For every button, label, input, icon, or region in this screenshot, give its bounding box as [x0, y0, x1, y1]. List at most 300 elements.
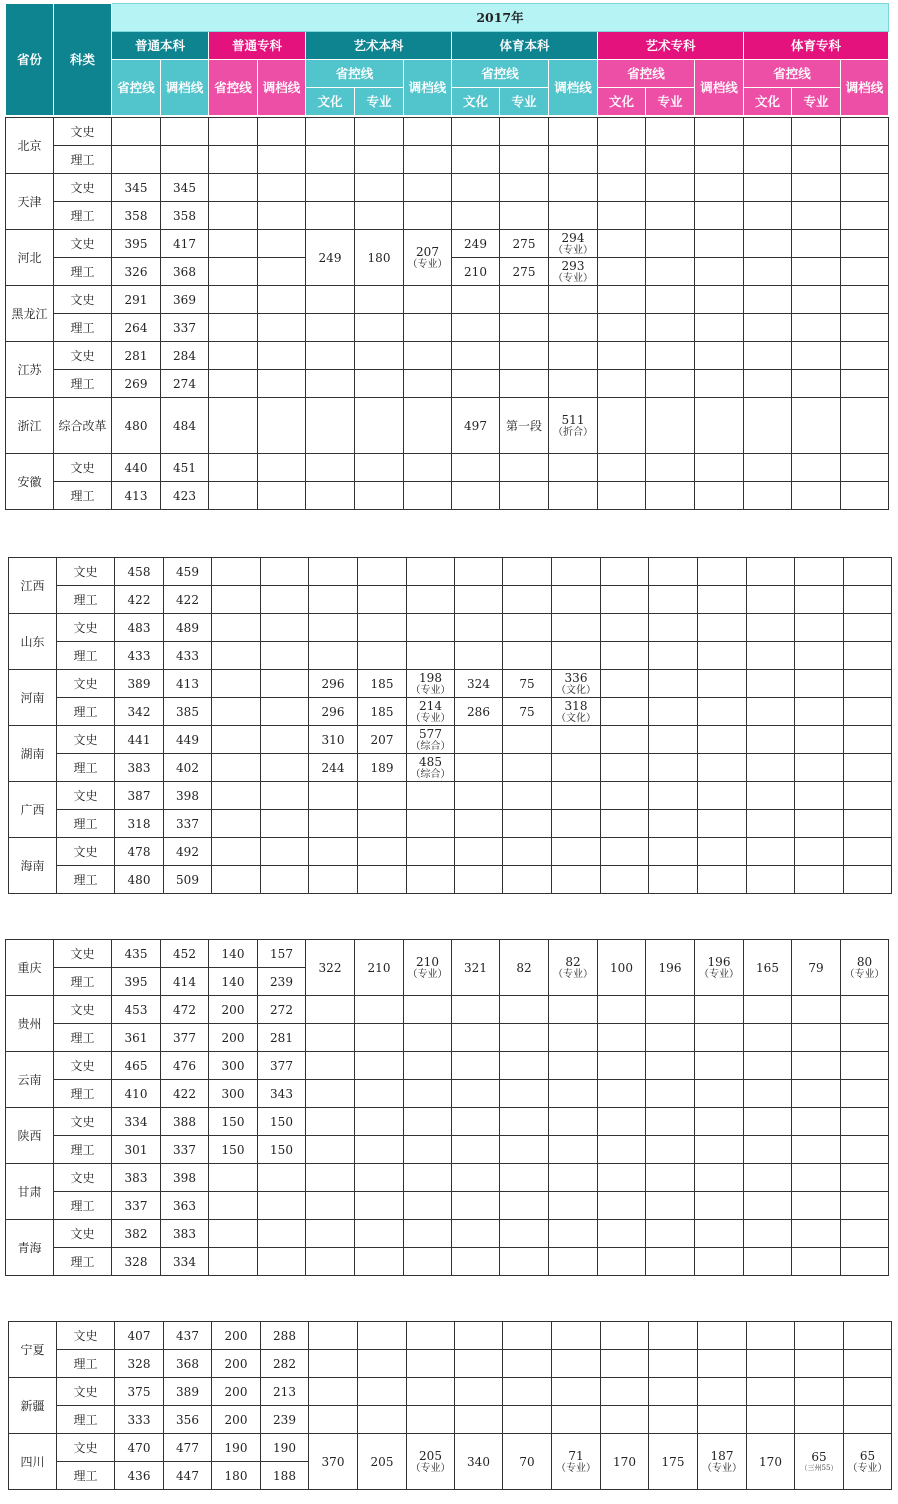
table-row: [6, 146, 889, 174]
score-cell: 310: [309, 726, 358, 754]
score-value: 65: [811, 1450, 827, 1464]
score-cell: 398: [161, 1164, 209, 1192]
table-row: [6, 286, 889, 314]
table-row: [9, 698, 892, 726]
group-header-pubk: 普通本科: [112, 32, 209, 60]
table-row: [6, 342, 889, 370]
table-row: [6, 482, 889, 510]
score-cell: 190: [261, 1434, 309, 1462]
score-cell: 322: [306, 940, 355, 996]
score-value: 294: [561, 230, 585, 245]
category-cell: 理工: [57, 1406, 115, 1434]
score-cell: 459: [164, 558, 212, 586]
score-cell: 369: [161, 286, 209, 314]
category-cell: 文史: [57, 1434, 115, 1462]
score-cell: 417: [161, 230, 209, 258]
score-cell: 484: [161, 398, 209, 454]
score-cell: 175: [649, 1434, 698, 1490]
category-cell: 文史: [54, 454, 112, 482]
score-cell: 318: [115, 810, 164, 838]
score-cell: 449: [164, 726, 212, 754]
tyzk-control-header: 省控线: [744, 60, 841, 88]
score-value: 485: [419, 754, 442, 769]
table-row: [9, 810, 892, 838]
table-row: [9, 838, 892, 866]
score-cell: 470: [115, 1434, 164, 1462]
score-cell: 190: [212, 1434, 261, 1462]
category-cell: 文史: [57, 670, 115, 698]
table-row: [9, 642, 892, 670]
category-cell: 理工: [54, 482, 112, 510]
score-cell: 478: [115, 838, 164, 866]
score-cell: 337: [112, 1192, 161, 1220]
group-header-ysbk: 艺术本科: [306, 32, 452, 60]
table-row: [9, 1322, 892, 1350]
score-note: （专业）: [553, 244, 593, 256]
score-cell: 345: [112, 174, 161, 202]
score-cell: 200: [212, 1406, 261, 1434]
score-cell: 356: [164, 1406, 212, 1434]
score-cell: 435: [112, 940, 161, 968]
score-cell-noted: [404, 230, 452, 286]
year-header: 2017年: [112, 4, 889, 32]
score-cell: 157: [258, 940, 306, 968]
score-value: 205: [419, 1448, 442, 1463]
score-cell: 389: [115, 670, 164, 698]
score-cell: 150: [209, 1108, 258, 1136]
score-cell-noted: [407, 670, 455, 698]
province-cell: 重庆: [6, 940, 54, 996]
score-cell: 165: [744, 940, 792, 996]
group-header-tybk: 体育本科: [452, 32, 598, 60]
category-cell: 综合改革: [54, 398, 112, 454]
yszk-culture-header: 文化: [598, 88, 646, 116]
category-cell: 理工: [54, 202, 112, 230]
table-row: [6, 996, 889, 1024]
score-cell: 340: [455, 1434, 503, 1490]
score-cell: 382: [112, 1220, 161, 1248]
score-cell-noted: [549, 230, 598, 258]
table-header: [5, 3, 889, 116]
category-cell: 文史: [57, 614, 115, 642]
score-cell: 375: [115, 1378, 164, 1406]
table-row: [6, 230, 889, 258]
score-cell: 326: [112, 258, 161, 286]
score-cell-noted: [407, 726, 455, 754]
score-cell: 291: [112, 286, 161, 314]
score-cell: 200: [212, 1322, 261, 1350]
tybk-major-header: 专业: [500, 88, 549, 116]
ptzk-control-header: 省控线: [209, 60, 258, 116]
score-cell: 337: [161, 314, 209, 342]
score-note: （综合）: [410, 768, 451, 780]
score-cell: 451: [161, 454, 209, 482]
score-cell-noted: [552, 698, 601, 726]
table-row: [6, 118, 889, 146]
score-cell: 422: [164, 586, 212, 614]
score-cell: 447: [164, 1462, 212, 1490]
score-cell: 483: [115, 614, 164, 642]
score-cell-noted: [404, 940, 452, 996]
score-cell: 368: [161, 258, 209, 286]
category-header: 科类: [54, 4, 112, 116]
score-cell: 170: [601, 1434, 649, 1490]
score-value: 71: [568, 1448, 584, 1463]
tybk-control-header: 省控线: [452, 60, 549, 88]
score-cell: 189: [358, 754, 407, 782]
category-cell: 文史: [57, 726, 115, 754]
score-note: （综合）: [410, 740, 451, 752]
score-value: 82: [565, 954, 581, 969]
score-cell-noted: [549, 258, 598, 286]
table-row: [6, 1024, 889, 1052]
table-row: [6, 1052, 889, 1080]
score-cell: 407: [115, 1322, 164, 1350]
score-cell: 272: [258, 996, 306, 1024]
province-cell: 云南: [6, 1052, 54, 1108]
score-value: 198: [419, 670, 442, 685]
score-cell: 385: [164, 698, 212, 726]
table-row: [6, 202, 889, 230]
score-cell: 337: [164, 810, 212, 838]
score-cell: 410: [112, 1080, 161, 1108]
score-cell: 492: [164, 838, 212, 866]
score-cell: 150: [258, 1108, 306, 1136]
score-cell: 200: [212, 1378, 261, 1406]
ysbk-file-header: 调档线: [404, 60, 452, 116]
table-row: [9, 726, 892, 754]
score-cell: 387: [115, 782, 164, 810]
score-cell: 70: [503, 1434, 552, 1490]
table-row: [6, 1220, 889, 1248]
score-value: 511: [561, 412, 585, 427]
score-note: （专业）: [407, 968, 448, 980]
category-cell: 文史: [57, 838, 115, 866]
score-cell: 288: [261, 1322, 309, 1350]
category-cell: 理工: [54, 1192, 112, 1220]
score-cell: 441: [115, 726, 164, 754]
score-cell: 300: [209, 1080, 258, 1108]
category-cell: 理工: [54, 1248, 112, 1276]
score-cell-noted: [844, 1434, 892, 1490]
score-cell: 321: [452, 940, 500, 996]
ysbk-control-header: 省控线: [306, 60, 404, 88]
score-cell: 413: [112, 482, 161, 510]
score-note: （专业）: [702, 1462, 742, 1474]
score-value: 65: [859, 1448, 876, 1463]
score-cell: 244: [309, 754, 358, 782]
score-value: 187: [710, 1448, 734, 1463]
score-note: （专业）: [407, 258, 448, 270]
table-row: [9, 866, 892, 894]
table-row: [6, 454, 889, 482]
score-value: 207: [416, 244, 439, 259]
score-cell: 437: [164, 1322, 212, 1350]
score-cell: 281: [258, 1024, 306, 1052]
category-cell: 文史: [57, 1378, 115, 1406]
province-cell: 浙江: [6, 398, 54, 454]
score-cell: 334: [112, 1108, 161, 1136]
score-cell: 140: [209, 940, 258, 968]
score-cell: 180: [355, 230, 404, 286]
score-cell: 458: [115, 558, 164, 586]
table-row: [9, 558, 892, 586]
score-cell-noted: [407, 1434, 455, 1490]
score-value: 210: [416, 954, 439, 969]
score-cell: 180: [212, 1462, 261, 1490]
category-cell: 文史: [57, 1322, 115, 1350]
score-cell: 324: [455, 670, 503, 698]
category-cell: 文史: [54, 1052, 112, 1080]
table-row: [6, 1108, 889, 1136]
score-cell: 383: [161, 1220, 209, 1248]
category-cell: 文史: [54, 118, 112, 146]
table-row: [6, 174, 889, 202]
score-cell: 477: [164, 1434, 212, 1462]
table-row: [9, 1378, 892, 1406]
score-cell: 300: [209, 1052, 258, 1080]
score-cell: 275: [500, 230, 549, 258]
score-value: 577: [419, 726, 442, 741]
province-cell: 四川: [9, 1434, 57, 1490]
pubk-file-header: 调档线: [161, 60, 209, 116]
score-cell: 82: [500, 940, 549, 996]
tyzk-major-header: 专业: [792, 88, 841, 116]
table-row: [6, 370, 889, 398]
score-cell: 389: [164, 1378, 212, 1406]
score-cell: 383: [115, 754, 164, 782]
score-cell: 274: [161, 370, 209, 398]
score-cell-noted: [552, 670, 601, 698]
category-cell: 理工: [57, 866, 115, 894]
score-cell: 465: [112, 1052, 161, 1080]
province-cell: 甘肃: [6, 1164, 54, 1220]
score-cell: 207: [358, 726, 407, 754]
yszk-control-header: 省控线: [598, 60, 695, 88]
table-row: [9, 586, 892, 614]
score-note: （专业）: [553, 272, 593, 284]
yszk-file-header: 调档线: [695, 60, 744, 116]
score-cell: 249: [306, 230, 355, 286]
category-cell: 理工: [54, 968, 112, 996]
group-header-ptzk: 普通专科: [209, 32, 306, 60]
province-cell: 河南: [9, 670, 57, 726]
score-cell: 377: [258, 1052, 306, 1080]
score-cell: 509: [164, 866, 212, 894]
score-cell: 210: [452, 258, 500, 286]
score-cell: 472: [161, 996, 209, 1024]
score-cell: 213: [261, 1378, 309, 1406]
yszk-major-header: 专业: [646, 88, 695, 116]
score-block-2: [8, 557, 892, 894]
score-cell: 436: [115, 1462, 164, 1490]
table-row: [6, 1136, 889, 1164]
score-cell: 185: [358, 670, 407, 698]
tyzk-file-header: 调档线: [841, 60, 889, 116]
score-cell: 489: [164, 614, 212, 642]
category-cell: 文史: [54, 342, 112, 370]
score-cell: 377: [161, 1024, 209, 1052]
score-cell: 480: [112, 398, 161, 454]
score-note: （专业）: [847, 1462, 888, 1474]
tyzk-culture-header: 文化: [744, 88, 792, 116]
score-value: 318: [564, 698, 588, 713]
score-cell: 358: [161, 202, 209, 230]
score-cell: 210: [355, 940, 404, 996]
province-cell: 天津: [6, 174, 54, 230]
category-cell: 文史: [57, 558, 115, 586]
score-note: （专业）: [410, 712, 451, 724]
score-value: 80: [856, 954, 873, 969]
score-note: （专业）: [410, 1462, 451, 1474]
score-cell: 196: [646, 940, 695, 996]
score-value: 336: [564, 670, 588, 685]
score-cell: 440: [112, 454, 161, 482]
score-cell: 345: [161, 174, 209, 202]
pubk-control-header: 省控线: [112, 60, 161, 116]
score-note: （折合）: [553, 426, 593, 438]
category-cell: 理工: [57, 754, 115, 782]
province-cell: 海南: [9, 838, 57, 894]
score-cell: 343: [258, 1080, 306, 1108]
province-cell: 江苏: [6, 342, 54, 398]
score-cell-noted: [698, 1434, 747, 1490]
category-cell: 理工: [54, 258, 112, 286]
category-cell: 文史: [54, 1220, 112, 1248]
category-cell: 理工: [57, 698, 115, 726]
score-note: （专业）: [410, 684, 451, 696]
score-cell: 296: [309, 670, 358, 698]
tybk-culture-header: 文化: [452, 88, 500, 116]
score-value: 214: [419, 698, 442, 713]
score-cell: 249: [452, 230, 500, 258]
province-cell: 江西: [9, 558, 57, 614]
score-cell: 402: [164, 754, 212, 782]
score-cell: 150: [258, 1136, 306, 1164]
table-row: [6, 1192, 889, 1220]
table-row: [6, 1080, 889, 1108]
score-cell: 第一段: [500, 398, 549, 454]
ysbk-major-header: 专业: [355, 88, 404, 116]
category-cell: 理工: [57, 1350, 115, 1378]
score-block-4: [8, 1321, 892, 1490]
score-cell: 333: [115, 1406, 164, 1434]
score-cell: 423: [161, 482, 209, 510]
table-row: [9, 614, 892, 642]
score-cell: 301: [112, 1136, 161, 1164]
score-cell-noted: [552, 1434, 601, 1490]
category-cell: 理工: [54, 1136, 112, 1164]
category-cell: 文史: [54, 1164, 112, 1192]
score-cell: 452: [161, 940, 209, 968]
table-row: [9, 782, 892, 810]
score-cell: 200: [209, 996, 258, 1024]
score-cell: 395: [112, 968, 161, 996]
score-note: （文化）: [556, 684, 596, 696]
ptzk-file-header: 调档线: [258, 60, 306, 116]
ysbk-culture-header: 文化: [306, 88, 355, 116]
category-cell: 理工: [54, 146, 112, 174]
province-cell: 新疆: [9, 1378, 57, 1434]
score-note: （专业）: [556, 1462, 596, 1474]
score-cell: 395: [112, 230, 161, 258]
score-cell: 75: [503, 670, 552, 698]
province-cell: 湖南: [9, 726, 57, 782]
score-cell: 170: [747, 1434, 795, 1490]
category-cell: 文史: [54, 996, 112, 1024]
table-row: [9, 754, 892, 782]
province-header: 省份: [6, 4, 54, 116]
score-note: （文化）: [556, 712, 596, 724]
score-cell: 476: [161, 1052, 209, 1080]
category-cell: 文史: [54, 1108, 112, 1136]
province-cell: 黑龙江: [6, 286, 54, 342]
category-cell: 理工: [57, 1462, 115, 1490]
score-value: 293: [561, 258, 585, 273]
province-cell: 陕西: [6, 1108, 54, 1164]
score-cell: 239: [258, 968, 306, 996]
score-block-1: [5, 117, 889, 510]
score-cell-noted: [841, 940, 889, 996]
score-cell: 398: [164, 782, 212, 810]
score-cell: 480: [115, 866, 164, 894]
score-cell: 422: [161, 1080, 209, 1108]
score-note: （三州55）: [800, 1464, 838, 1472]
score-cell: 100: [598, 940, 646, 996]
score-cell: 358: [112, 202, 161, 230]
group-header-tyzk: 体育专科: [744, 32, 889, 60]
category-cell: 理工: [57, 810, 115, 838]
score-cell: 286: [455, 698, 503, 726]
score-cell-noted: [407, 698, 455, 726]
score-cell: 328: [115, 1350, 164, 1378]
score-cell: 205: [358, 1434, 407, 1490]
table-row: [9, 1434, 892, 1462]
score-cell: 370: [309, 1434, 358, 1490]
score-cell: 150: [209, 1136, 258, 1164]
province-cell: 安徽: [6, 454, 54, 510]
score-cell: 239: [261, 1406, 309, 1434]
score-cell-noted: [549, 940, 598, 996]
table-row: [6, 314, 889, 342]
score-cell: 433: [115, 642, 164, 670]
score-value: 196: [707, 954, 731, 969]
category-cell: 理工: [54, 1024, 112, 1052]
province-cell: 河北: [6, 230, 54, 286]
category-cell: 文史: [54, 940, 112, 968]
score-cell: 414: [161, 968, 209, 996]
table-row: [6, 940, 889, 968]
score-note: （专业）: [699, 968, 739, 980]
tybk-file-header: 调档线: [549, 60, 598, 116]
category-cell: 文史: [57, 782, 115, 810]
score-cell-noted: [695, 940, 744, 996]
score-cell: 275: [500, 258, 549, 286]
score-cell: 75: [503, 698, 552, 726]
category-cell: 文史: [54, 286, 112, 314]
table-row: [9, 1406, 892, 1434]
score-cell: 453: [112, 996, 161, 1024]
score-cell: 200: [209, 1024, 258, 1052]
score-cell: 342: [115, 698, 164, 726]
score-cell: 363: [161, 1192, 209, 1220]
province-cell: 北京: [6, 118, 54, 174]
score-cell: 368: [164, 1350, 212, 1378]
category-cell: 文史: [54, 174, 112, 202]
table-row: [6, 398, 889, 454]
category-cell: 理工: [54, 314, 112, 342]
score-cell: 296: [309, 698, 358, 726]
